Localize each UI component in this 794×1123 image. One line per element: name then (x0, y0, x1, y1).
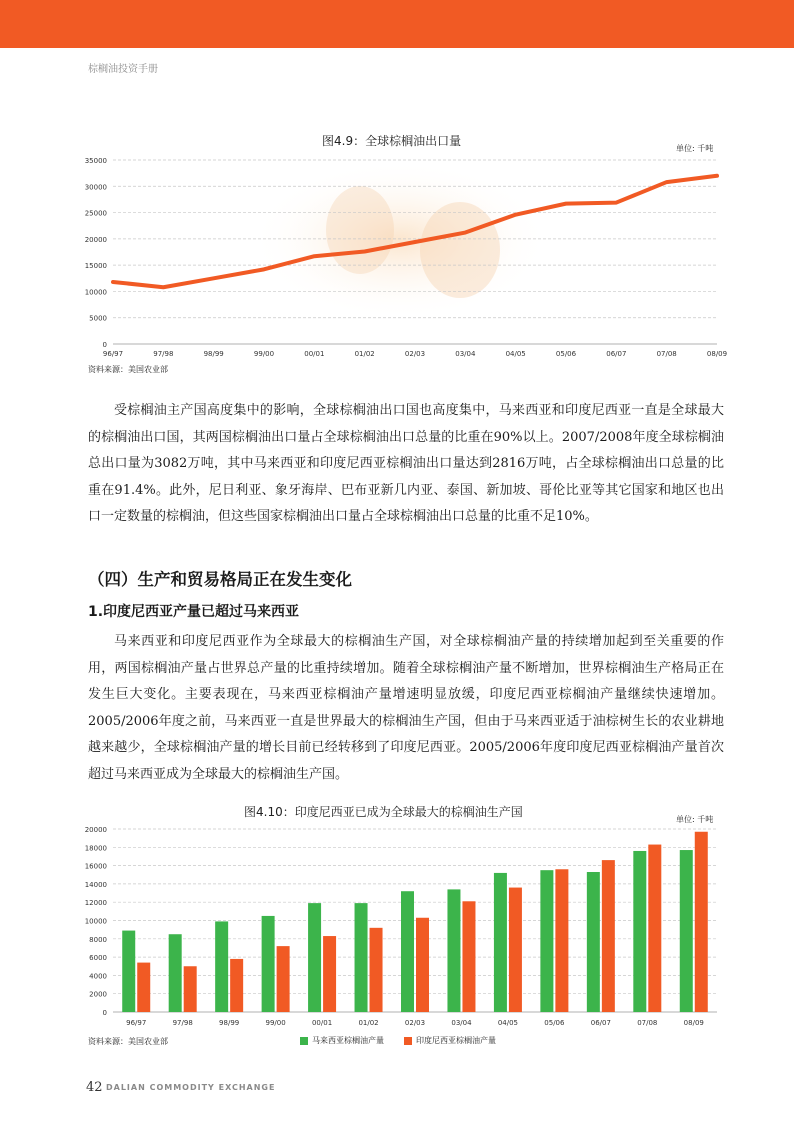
chart2-source: 资料来源：美国农业部 (88, 1037, 168, 1046)
y-tick-label: 10000 (84, 288, 107, 297)
y-tick-label: 12000 (84, 899, 107, 908)
chart1-unit: 单位: 千吨 (676, 144, 714, 153)
y-tick-label: 5000 (89, 314, 107, 323)
bar-malaysia (680, 850, 693, 1012)
bar-indonesia (416, 918, 429, 1012)
x-tick-label: 04/05 (505, 350, 526, 358)
header-bar (0, 0, 794, 48)
y-tick-label: 35000 (84, 157, 107, 165)
x-tick-label: 02/03 (404, 1019, 426, 1027)
y-tick-label: 0 (102, 341, 107, 349)
y-tick-label: 20000 (84, 826, 107, 834)
bar-indonesia (555, 869, 568, 1012)
bar-malaysia (215, 921, 228, 1012)
x-tick-label: 07/08 (637, 1019, 658, 1027)
chart1-title: 图4.9：全球棕榈油出口量 (322, 134, 462, 148)
x-tick-label: 98/99 (203, 350, 224, 358)
paragraph-production: 马来西亚和印度尼西亚作为全球最大的棕榈油生产国，对全球棕榈油产量的持续增加起到至关重要的作用，两国棕榈油产量占世界总产量的比重持续增加。随着全球棕榈油产量不断增加，世界棕榈油生产格局正在发生巨大变化。主要表现在，马来西亚棕榈油产量增速明显放缓，印度尼西亚棕榈油产量继续快速增加。2005/2006年度之前，马来西亚一直是世界最大的棕榈油生产国，但由于马来西亚适于油棕树生长的农业耕地越来越少，全球棕榈油产量的增长目前已经转移到了印度尼西亚。2005/2006年度印度尼西亚棕榈油产量首次超过马来西亚成为全球最大的棕榈油生产国。 (88, 634, 724, 782)
page-number: 42 (86, 1080, 103, 1095)
x-tick-label: 07/08 (656, 350, 677, 358)
bar-indonesia (323, 936, 336, 1012)
bar-indonesia (277, 946, 290, 1012)
x-tick-label: 02/03 (404, 350, 426, 358)
x-tick-label: 00/01 (304, 350, 325, 358)
bar-indonesia (370, 928, 383, 1012)
bar-malaysia (401, 891, 414, 1012)
section-heading: （四）生产和贸易格局正在发生变化 (88, 570, 352, 589)
y-tick-label: 14000 (84, 880, 107, 889)
paragraph-exporters: 受棕榈油主产国高度集中的影响，全球棕榈油出口国也高度集中，马来西亚和印度尼西亚一直是全球最大的棕榈油出口国，其两国棕榈油出口量占全球棕榈油出口总量的比重在90%以上。2007/2008年度全球棕榈油总出口量为3082万吨，其中马来西亚和印度尼西亚棕榈油出口量达到2816万吨，占全球棕榈油出口总量的比重在91.4%。此外，尼日利亚、象牙海岸、巴布亚新几内亚、泰国、新加坡、哥伦比亚等其它国家和地区也出口一定数量的棕榈油，但这些国家棕榈油出口量占全球棕榈油出口总量的比重不足10%。 (88, 403, 724, 525)
x-tick-label: 04/05 (497, 1019, 519, 1027)
palm-fruit-watermark (250, 160, 550, 320)
y-tick-label: 2000 (89, 990, 107, 999)
y-tick-label: 20000 (84, 235, 107, 244)
y-tick-label: 18000 (84, 844, 107, 853)
production-bar-chart (0, 820, 794, 1032)
x-tick-label: 99/00 (253, 350, 275, 358)
subsection-heading: 1.印度尼西亚产量已超过马来西亚 (88, 604, 300, 620)
bar-malaysia (633, 851, 646, 1012)
export-line-chart (0, 150, 794, 360)
bar-malaysia (122, 931, 135, 1012)
palm-fruit-watermark-slice (326, 186, 394, 274)
x-tick-label: 01/02 (358, 1019, 379, 1027)
chart1-source: 资料来源：美国农业部 (88, 365, 168, 374)
x-tick-label: 06/07 (590, 1019, 611, 1027)
bar-indonesia (648, 845, 661, 1012)
bar-malaysia (355, 903, 368, 1012)
x-tick-label: 08/09 (706, 350, 728, 358)
chart2-title: 图4.10：印度尼西亚已成为全球最大的棕榈油生产国 (244, 805, 523, 819)
x-tick-label: 97/98 (153, 350, 174, 358)
x-tick-label: 01/02 (354, 350, 375, 358)
bar-malaysia (540, 870, 553, 1012)
bar-malaysia (169, 934, 182, 1012)
bar-malaysia (494, 873, 507, 1012)
y-tick-label: 25000 (84, 209, 107, 218)
bar-indonesia (230, 959, 243, 1012)
y-tick-label: 16000 (84, 862, 107, 871)
x-tick-label: 03/04 (451, 1019, 472, 1027)
x-tick-label: 96/97 (126, 1019, 147, 1027)
y-tick-label: 8000 (89, 935, 107, 944)
legend-swatch-indonesia (404, 1037, 412, 1045)
bar-indonesia (462, 901, 475, 1012)
y-tick-label: 15000 (84, 262, 107, 271)
x-tick-label: 05/06 (544, 1019, 565, 1027)
y-tick-label: 6000 (89, 954, 107, 963)
x-tick-label: 99/00 (265, 1019, 286, 1027)
bar-malaysia (447, 889, 460, 1012)
x-tick-label: 00/01 (311, 1019, 333, 1027)
bar-malaysia (587, 872, 600, 1012)
bar-malaysia (262, 916, 275, 1012)
y-tick-label: 30000 (84, 183, 107, 192)
publisher-name: DALIAN COMMODITY EXCHANGE (106, 1083, 276, 1092)
y-tick-label: 0 (102, 1009, 107, 1017)
bar-indonesia (184, 966, 197, 1012)
legend-swatch-malaysia (300, 1037, 308, 1045)
x-tick-label: 05/06 (555, 350, 577, 358)
palm-fruit-watermark-slice (420, 202, 500, 298)
x-tick-label: 08/09 (683, 1019, 704, 1027)
bar-indonesia (137, 963, 150, 1012)
x-tick-label: 06/07 (606, 350, 627, 358)
legend-label-indonesia: 印度尼西亚棕榈油产量 (416, 1036, 496, 1045)
y-tick-label: 10000 (84, 917, 107, 926)
x-tick-label: 03/04 (455, 350, 476, 358)
x-tick-label: 97/98 (172, 1019, 193, 1027)
chart2-unit: 单位: 千吨 (676, 815, 714, 824)
bar-indonesia (695, 832, 708, 1012)
chart2-legend (300, 1035, 496, 1046)
x-tick-label: 98/99 (219, 1019, 240, 1027)
bar-indonesia (602, 860, 615, 1012)
bar-malaysia (308, 903, 321, 1012)
x-tick-label: 96/97 (102, 350, 124, 358)
legend-label-malaysia: 马来西亚棕榈油产量 (312, 1036, 384, 1045)
running-header: 棕榈油投资手册 (88, 64, 158, 75)
bar-indonesia (509, 888, 522, 1012)
y-tick-label: 4000 (89, 972, 107, 981)
